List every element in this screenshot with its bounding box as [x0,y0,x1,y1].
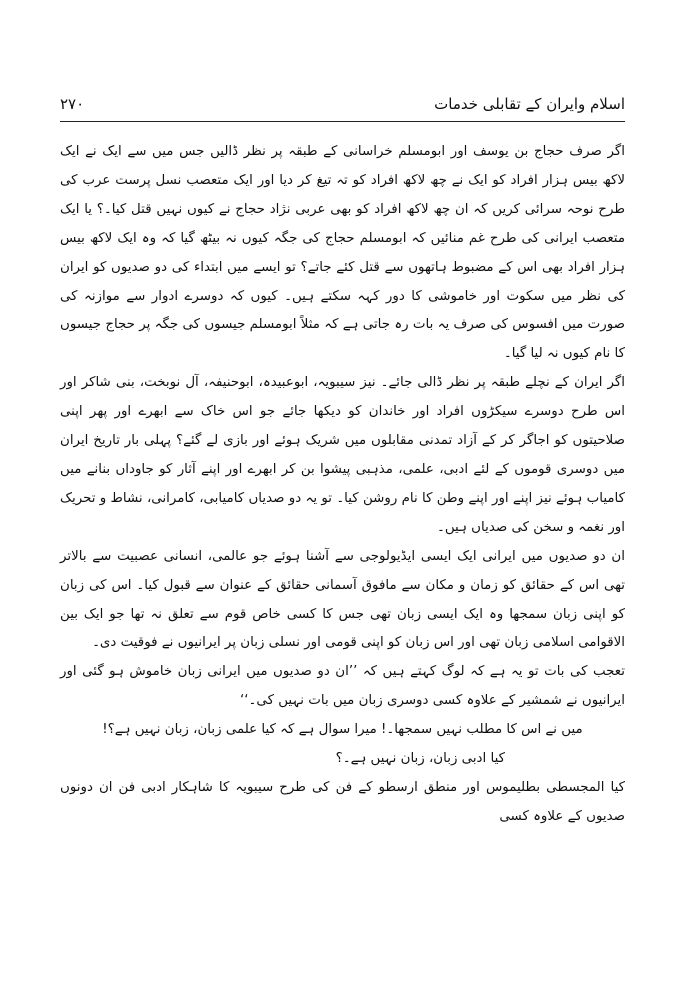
paragraph-4: تعجب کی بات تو یہ ہے کہ لوگ کہتے ہیں کہ ’’ان دو صدیوں میں ایرانی زبان خاموش ہو گئی اور ایرانیوں نے شمشیر کے علاوہ کسی دوسری زبان میں بات نہیں کی۔‘‘ [60,664,625,709]
paragraph-2: اگر ایران کے نچلے طبقہ پر نظر ڈالی جائے۔ نیز سیبویہ، ابوعبیدہ، ابوحنیفہ، آل نوبخت، بنی شاکر اور اس طرح دوسرے سیکڑوں افراد اور خاندان کو دیکھا جائے جو اس خاک سے ابھرے اور پھر اپنی صلاحیتوں کو اجاگر کر کے آزاد تمدنی مقابلوں میں شریک ہوئے اور بازی لے گئے؟ پہلی بار تاریخ ایران میں دوسری قوموں کے لئے ادبی، علمی، مذہبی پیشوا بن کر ابھرے اور اپنے آثار کو جاوداں بنانے میں کامیاب ہوئے نیز اپنے اور اپنے وطن کا نام روشن کیا۔ تو یہ دو صدیاں کامیابی، کامرانی، نشاط و تحریک اور نغمہ و سخن کی صدیاں ہیں۔ [60,375,625,535]
paragraph-3: ان دو صدیوں میں ایرانی ایک ایسی ایڈیولوجی سے آشنا ہوئے جو عالمی، انسانی عصبیت سے بالاتر تھی اس کے حقائق کو زمان و مکان سے مافوق آسمانی حقائق کے عنوان سے قبول کیا۔ اس کی زبان کو اپنی زبان سمجھا وہ ایک ایسی زبان تھی جس کا کسی خاص قوم سے تعلق نہ تھا جو ایک بین الاقوامی اسلامی زبان تھی اور اس زبان کو اپنی قومی اور نسلی زبان پر ایرانیوں نے فوقیت دی۔ [60,548,625,651]
paragraph-6: کیا ادبی زبان، زبان نہیں ہے۔؟ [335,751,505,767]
body-text [60,138,625,832]
header-title: اسلام وایران کے تقابلی خدمات [434,95,625,113]
page-number: ۲۷۰ [60,95,85,113]
paragraph-5: میں نے اس کا مطلب نہیں سمجھا۔! میرا سوال ہے کہ کیا علمی زبان، زبان نہیں ہے؟! [102,722,583,738]
running-header [60,93,625,119]
paragraph-1: اگر صرف حجاج بن یوسف اور ابومسلم خراسانی کے طبقہ پر نظر ڈالیں جس میں سے ایک نے ایک لاکھ بیس ہزار افراد کو ایک نے چھ لاکھ افراد کو تہ تیغ کر دیا اور ایک متعصب نسل پرست عرب کی طرح نوحہ سرائی کریں کہ ان چھ لاکھ افراد کو بھی عربی نژاد حجاج نے کیوں نہیں قتل کیا۔؟ یا ایک متعصب ایرانی کی طرح غم منائیں کہ ابومسلم حجاج کی جگہ کیوں نہ بیٹھ گیا کہ وہ ایک لاکھ بیس ہزار افراد بھی اس کے مضبوط ہاتھوں سے قتل کئے جاتے؟ تو ایسے میں ابتداء کی دو صدیوں کو ایران کی نظر میں سکوت اور خاموشی کا دور کہہ سکتے ہیں۔ کیوں کہ دوسرے ادوار سے موازنہ کی صورت میں افسوس کی صرف یہ بات رہ جاتی ہے کہ مثلاً ابومسلم جیسوں کی جگہ پر حجاج جیسوں کا نام کیوں نہ لیا گیا۔ [60,144,625,362]
header-divider [60,121,625,122]
paragraph-7: کیا المجسطی بطلیموس اور منطق ارسطو کے فن کی طرح سیبویہ کا شاہکار ادبی فن ان دونوں صدیوں کے علاوہ کسی [60,779,625,824]
